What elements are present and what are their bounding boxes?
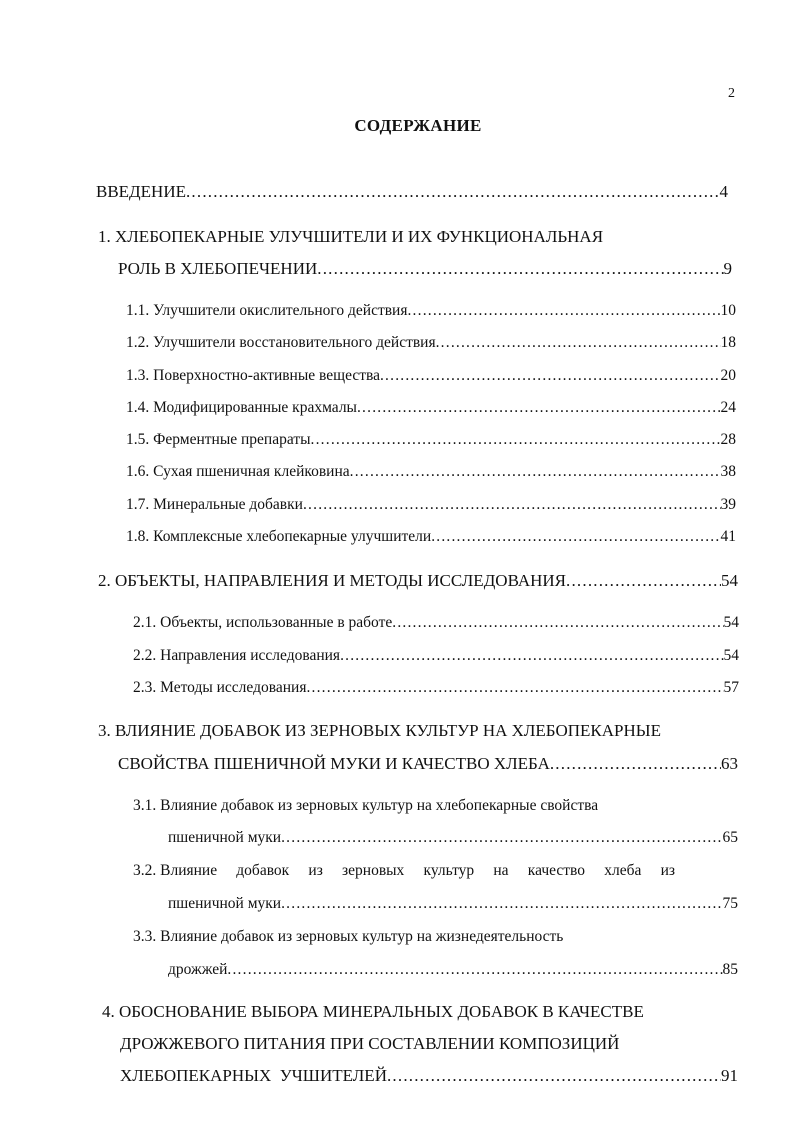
dot-leader xyxy=(227,961,722,979)
page-number: 2 xyxy=(728,86,735,101)
dot-leader xyxy=(340,647,723,665)
toc-entry-label: 2.1. Объекты, использованные в работе xyxy=(133,614,393,631)
toc-section-1-1[interactable] xyxy=(126,302,736,320)
toc-entry-label: 1.7. Минеральные добавки xyxy=(126,496,303,513)
toc-chapter-3[interactable] xyxy=(118,754,738,774)
toc-entry-page: 54 xyxy=(721,571,738,590)
toc-section-1-5[interactable] xyxy=(126,431,736,449)
toc-word: хлеба xyxy=(604,862,642,879)
toc-section-1-4[interactable] xyxy=(126,399,736,417)
toc-word: на xyxy=(493,862,509,879)
toc-entry-page: 4 xyxy=(719,182,728,201)
dot-leader xyxy=(186,182,720,202)
toc-entry-label: 1.3. Поверхностно-активные вещества xyxy=(126,367,380,384)
toc-section-2-3[interactable] xyxy=(133,679,739,697)
toc-section-3-2[interactable] xyxy=(168,895,738,913)
toc-entry-label: 2. ОБЪЕКТЫ, НАПРАВЛЕНИЯ И МЕТОДЫ ИССЛЕДОВАНИЯ xyxy=(98,571,567,590)
toc-word: из xyxy=(308,862,323,879)
toc-word: качество xyxy=(527,862,586,879)
toc-entry-page: 39 xyxy=(720,496,736,513)
toc-entry-page: 10 xyxy=(720,302,736,319)
dot-leader xyxy=(431,528,720,546)
toc-entry-page: 63 xyxy=(721,754,738,773)
dot-leader xyxy=(311,431,721,449)
toc-entry-page: 57 xyxy=(723,679,739,696)
toc-entry-label: 1.2. Улучшители восстановительного действия xyxy=(126,334,436,351)
toc-section-3-2-line1[interactable] xyxy=(133,862,675,880)
toc-entry-label: 1.1. Улучшители окислительного действия xyxy=(126,302,408,319)
toc-entry-page: 24 xyxy=(720,399,736,416)
toc-word: зерновых xyxy=(342,862,405,879)
toc-entry-label: 2.3. Методы исследования xyxy=(133,679,307,696)
toc-entry-page: 41 xyxy=(720,528,736,545)
toc-section-1-7[interactable] xyxy=(126,496,736,514)
dot-leader xyxy=(303,496,721,514)
toc-chapter-4-line1[interactable]: 4. ОБОСНОВАНИЕ ВЫБОРА МИНЕРАЛЬНЫХ ДОБАВОК В КАЧЕСТВЕ xyxy=(102,1002,644,1021)
toc-section-3-1-line1[interactable]: 3.1. Влияние добавок из зерновых культур на хлебопекарные свойства xyxy=(133,797,599,814)
toc-entry-label: ВВЕДЕНИЕ xyxy=(96,182,186,201)
toc-entry-label: СВОЙСТВА ПШЕНИЧНОЙ МУКИ И КАЧЕСТВО ХЛЕБА xyxy=(118,754,550,773)
toc-entry-label: РОЛЬ В ХЛЕБОПЕЧЕНИИ xyxy=(118,259,318,278)
toc-section-1-2[interactable] xyxy=(126,334,736,352)
toc-entry-page: 65 xyxy=(722,829,738,846)
toc-entry-page: 91 xyxy=(721,1066,738,1085)
toc-entry-page: 20 xyxy=(720,367,736,384)
toc-entry-page: 54 xyxy=(723,614,739,631)
dot-leader xyxy=(566,571,721,591)
toc-entry-page: 75 xyxy=(722,895,738,912)
toc-section-2-2[interactable] xyxy=(133,647,739,665)
toc-section-3-1[interactable] xyxy=(168,829,738,847)
toc-entry-page: 18 xyxy=(720,334,736,351)
dot-leader xyxy=(436,334,721,352)
toc-entry-label: пшеничной муки xyxy=(168,895,282,912)
toc-entry-page: 28 xyxy=(720,431,736,448)
toc-section-2-1[interactable] xyxy=(133,614,739,632)
dot-leader xyxy=(317,259,723,279)
toc-entry-label: 1.8. Комплексные хлебопекарные улучшители xyxy=(126,528,432,545)
toc-section-3-3[interactable] xyxy=(168,961,738,979)
toc-section-1-8[interactable] xyxy=(126,528,736,546)
toc-entry-label: дрожжей xyxy=(168,961,228,978)
toc-word: культур xyxy=(423,862,475,879)
dot-leader xyxy=(407,302,720,320)
toc-entry-label: 1.6. Сухая пшеничная клейковина xyxy=(126,463,350,480)
toc-section-1-6[interactable] xyxy=(126,463,736,481)
dot-leader xyxy=(306,679,723,697)
toc-chapter-1[interactable] xyxy=(118,259,732,279)
dot-leader xyxy=(380,367,721,385)
toc-chapter-4-line2[interactable]: ДРОЖЖЕВОГО ПИТАНИЯ ПРИ СОСТАВЛЕНИИ КОМПОЗИЦИЙ xyxy=(120,1034,620,1053)
toc-word: из xyxy=(660,862,675,879)
toc-entry-page: 85 xyxy=(722,961,738,978)
toc-word: добавок xyxy=(236,862,290,879)
toc-chapter-1-line1[interactable]: 1. ХЛЕБОПЕКАРНЫЕ УЛУЧШИТЕЛИ И ИХ ФУНКЦИОНАЛЬНАЯ xyxy=(98,227,604,246)
dot-leader xyxy=(281,829,722,847)
toc-section-3-3-line1[interactable]: 3.3. Влияние добавок из зерновых культур на жизнедеятельность xyxy=(133,928,564,945)
dot-leader xyxy=(387,1066,721,1086)
dot-leader xyxy=(281,895,722,913)
toc-chapter-4[interactable] xyxy=(120,1066,738,1086)
page-title: СОДЕРЖАНИЕ xyxy=(354,116,482,135)
toc-entry-page: 38 xyxy=(720,463,736,480)
toc-entry-label: 2.2. Направления исследования xyxy=(133,647,341,664)
toc-section-1-3[interactable] xyxy=(126,367,736,385)
dot-leader xyxy=(392,614,723,632)
toc-chapter-2[interactable] xyxy=(98,571,738,591)
toc-word: 3.2. Влияние xyxy=(133,862,218,879)
toc-entry-label: ХЛЕБОПЕКАРНЫХ УЧШИТЕЛЕЙ xyxy=(120,1066,387,1085)
toc-entry-label: 1.4. Модифицированные крахмалы xyxy=(126,399,357,416)
toc-entry-label: пшеничной муки xyxy=(168,829,282,846)
toc-entry-label: 1.5. Ферментные препараты xyxy=(126,431,311,448)
dot-leader xyxy=(357,399,721,417)
toc-entry-page: 9 xyxy=(723,259,732,278)
dot-leader xyxy=(350,463,721,481)
toc-entry-intro[interactable] xyxy=(96,182,728,202)
toc-chapter-3-line1[interactable]: 3. ВЛИЯНИЕ ДОБАВОК ИЗ ЗЕРНОВЫХ КУЛЬТУР НА ХЛЕБОПЕКАРНЫЕ xyxy=(98,721,661,740)
toc-entry-page: 54 xyxy=(723,647,739,664)
dot-leader xyxy=(550,754,721,774)
